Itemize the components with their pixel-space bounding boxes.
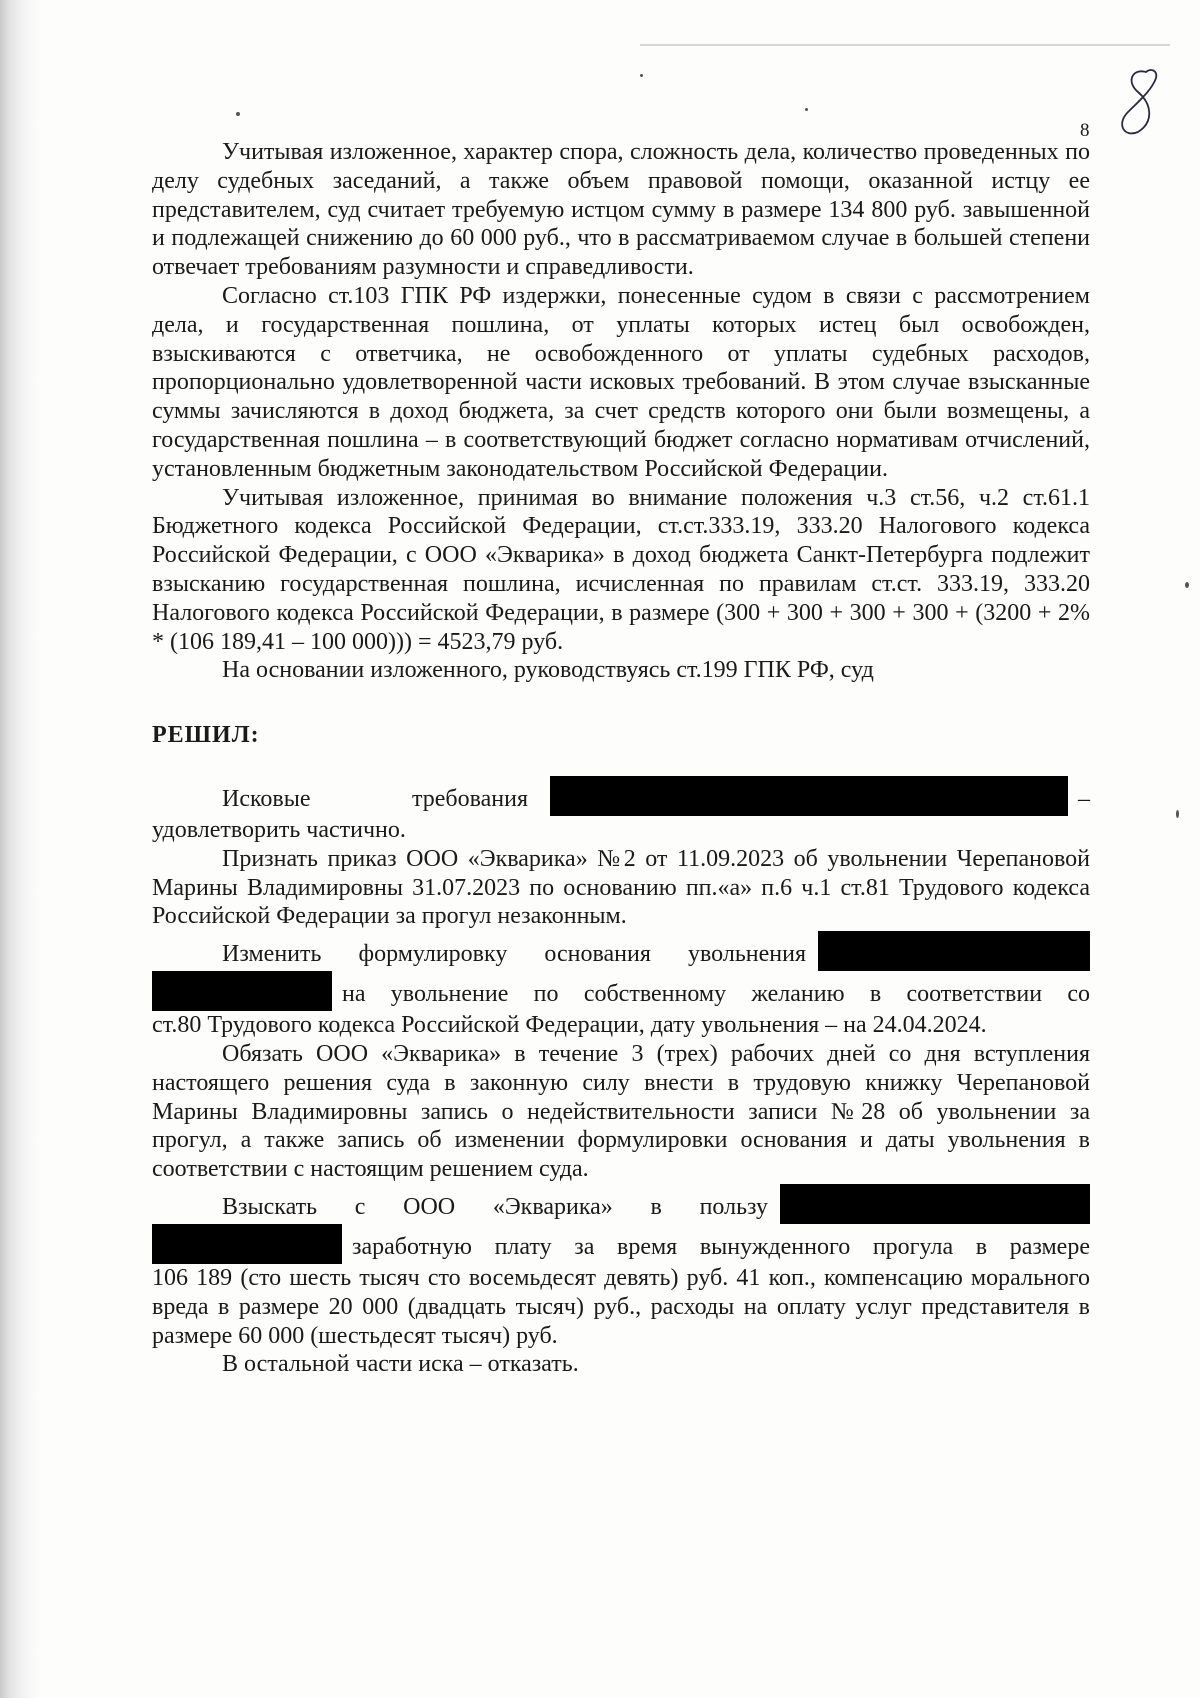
redacted-employee-name: [818, 931, 1090, 971]
scan-speck: [1176, 810, 1179, 818]
top-rule-line: [640, 44, 1170, 46]
paragraph-line: [152, 1224, 1090, 1264]
paragraph-court-basis: На основании изложенного, руководствуясь ст.199 ГПК РФ, суд: [222, 657, 874, 684]
paragraph-change-dismissal-wording-cont: [152, 971, 1090, 1040]
paragraph-recover-wages-cont: [152, 1224, 1090, 1350]
paragraph-recover-wages: [152, 1184, 1090, 1224]
paragraph-claims-satisfied: [152, 776, 1090, 816]
paragraph-change-dismissal-wording: [152, 931, 1090, 971]
change-wording-text-end: ст.80 Трудового кодекса Российской Федерации, дату увольнения – на 24.04.2024.: [152, 1012, 987, 1039]
recover-text-start: Взыскать с ООО «Экварика» в пользу: [222, 1193, 768, 1220]
change-wording-text-cont: на увольнение по собственному желанию в соответствии со: [342, 981, 1090, 1008]
scan-speck: [236, 112, 240, 116]
paragraph-claims-satisfied-cont: удовлетворить частично.: [152, 816, 406, 843]
redacted-employee-name-cont: [152, 971, 332, 1011]
scan-speck: [805, 108, 808, 111]
paragraph-court-costs-article-103: Согласно ст.103 ГПК РФ издержки, понесенные судом в связи с рассмотрением дела, и государственная пошлина, от уплаты которых истец был освобожден, взыскиваются с ответчика, не освобожденного от уплаты судебных расходов, пропорционально удовлетворенной части исковых требований. В этом случае взысканные суммы зачисляются в доход бюджета, за счет средств которого они были возмещены, а государственная пошлина – в соответствующий бюджет согласно нормативам отчислений, установленным бюджетным законодательством Российской Федерации.: [152, 282, 1090, 482]
paragraph-dismissal-order-illegal: Признать приказ ООО «Экварика» №2 от 11.09.2023 об увольнении Черепановой Марины Владимировны 31.07.2023 по основанию пп.«а» п.6 ч.1 ст.81 Трудового кодекса Российской Федерации за прогул незаконным.: [152, 845, 1090, 930]
page-number: 8: [1080, 120, 1090, 141]
recover-text-end: 106 189 (сто шесть тысяч сто восемьдесят девять) руб. 41 коп., компенсацию морального вреда в размере 20 000 (двадцать тысяч) руб., расходы на оплату услуг представителя в размере 60 000 (шестьдесят тысяч) руб.: [152, 1264, 1090, 1349]
recover-text-cont: заработную плату за время вынужденного прогула в размере: [352, 1233, 1090, 1260]
paragraph-line: [152, 1184, 1090, 1224]
redacted-recipient-name-cont: [152, 1224, 342, 1264]
claims-text-start: Исковые требования: [222, 785, 528, 812]
paragraph-line: [152, 971, 1090, 1011]
paragraph-legal-costs: Учитывая изложенное, характер спора, сложность дела, количество проведенных по делу судебных заседаний, а также объем правовой помощи, оказанной истцу ее представителем, суд считает требуемую истцом сумму в размере 134 800 руб. завышенной и подлежащей снижению до 60 000 руб., что в рассматриваемом случае в большей степени отвечает требованиям разумности и справедливости.: [152, 139, 1090, 281]
decision-heading: РЕШИЛ:: [152, 722, 260, 749]
redacted-recipient-name: [780, 1184, 1090, 1224]
paragraph-line: [152, 776, 1090, 816]
change-wording-text-start: Изменить формулировку основания увольнения: [222, 941, 806, 968]
claims-dash: –: [1078, 785, 1090, 812]
handwritten-page-number: [1108, 64, 1168, 144]
paragraph-state-duty: Учитывая изложенное, принимая во внимание положения ч.3 ст.56, ч.2 ст.61.1 Бюджетного кодекса Российской Федерации, ст.ст.333.19, 333.20 Налогового кодекса Российской Федерации, с ООО «Экварика» в доход бюджета Санкт-Петербурга подлежит взысканию государственная пошлина, исчисленная по правилам ст.ст. 333.19, 333.20 Налогового кодекса Российской Федерации, в размере (300 + 300 + 300 + 300 + (3200 + 2% * (106 189,41 – 100 000))) = 4523,79 руб.: [152, 484, 1090, 655]
scan-speck: [640, 74, 643, 77]
scan-shadow-edge: [0, 0, 40, 1698]
paragraph-rest-denied: В остальной части иска – отказать.: [222, 1351, 579, 1378]
document-body: [152, 138, 1090, 1379]
redacted-plaintiff-name: [550, 776, 1068, 816]
paragraph-work-book-entry: Обязать ООО «Экварика» в течение 3 (трех) рабочих дней со дня вступления настоящего решения суда в законную силу внести в трудовую книжку Черепановой Марины Владимировны запись о недействительности записи №28 об увольнении за прогул, а также запись об изменении формулировки основания и даты увольнения в соответствии с настоящим решением суда.: [152, 1040, 1090, 1183]
paragraph-line: [152, 931, 1090, 971]
scan-speck: [1185, 582, 1189, 588]
